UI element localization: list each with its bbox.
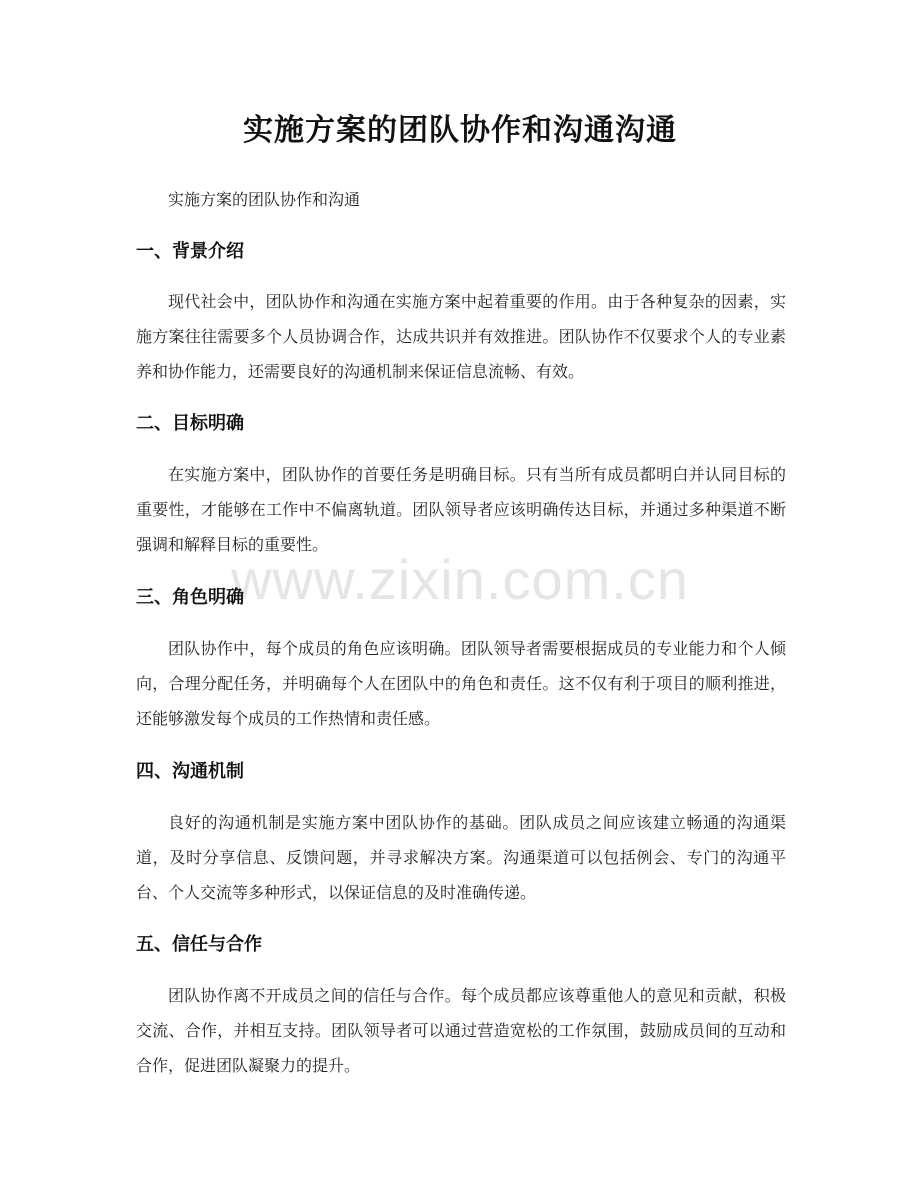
section-heading-goals: 二、目标明确: [136, 413, 244, 434]
section-heading-communication: 四、沟通机制: [136, 761, 244, 782]
section-paragraph-goals: 在实施方案中，团队协作的首要任务是明确目标。只有当所有成员都明白并认同目标的重要性，才能够在工作中不偏离轨道。团队领导者应该明确传达目标，并通过多种渠道不断强调和解释目标的重要性。: [136, 465, 786, 554]
section-paragraph-communication: 良好的沟通机制是实施方案中团队协作的基础。团队成员之间应该建立畅通的沟通渠道，及时分享信息、反馈问题，并寻求解决方案。沟通渠道可以包括例会、专门的沟通平台、个人交流等多种形式，以保证信息的及时准确传递。: [136, 813, 786, 902]
section-heading-trust: 五、信任与合作: [136, 934, 262, 955]
document-subtitle: 实施方案的团队协作和沟通: [168, 190, 361, 209]
section-paragraph-trust: 团队协作离不开成员之间的信任与合作。每个成员都应该尊重他人的意见和贡献，积极交流、合作，并相互支持。团队领导者可以通过营造宽松的工作氛围，鼓励成员间的互动和合作，促进团队凝聚力的提升。: [136, 986, 786, 1075]
section-heading-background: 一、背景介绍: [136, 241, 244, 262]
document-title: 实施方案的团队协作和沟通沟通: [243, 113, 677, 148]
section-heading-roles: 三、角色明确: [136, 587, 244, 608]
watermark-text: www.zixin.com.cn: [231, 548, 689, 611]
section-paragraph-roles: 团队协作中，每个成员的角色应该明确。团队领导者需要根据成员的专业能力和个人倾向，合理分配任务，并明确每个人在团队中的角色和责任。这不仅有利于项目的顺利推进，还能够激发每个成员的工作热情和责任感。: [136, 639, 786, 728]
section-paragraph-background: 现代社会中，团队协作和沟通在实施方案中起着重要的作用。由于各种复杂的因素，实施方案往往需要多个人员协调合作，达成共识并有效推进。团队协作不仅要求个人的专业素养和协作能力，还需要良好的沟通机制来保证信息流畅、有效。: [136, 292, 786, 381]
